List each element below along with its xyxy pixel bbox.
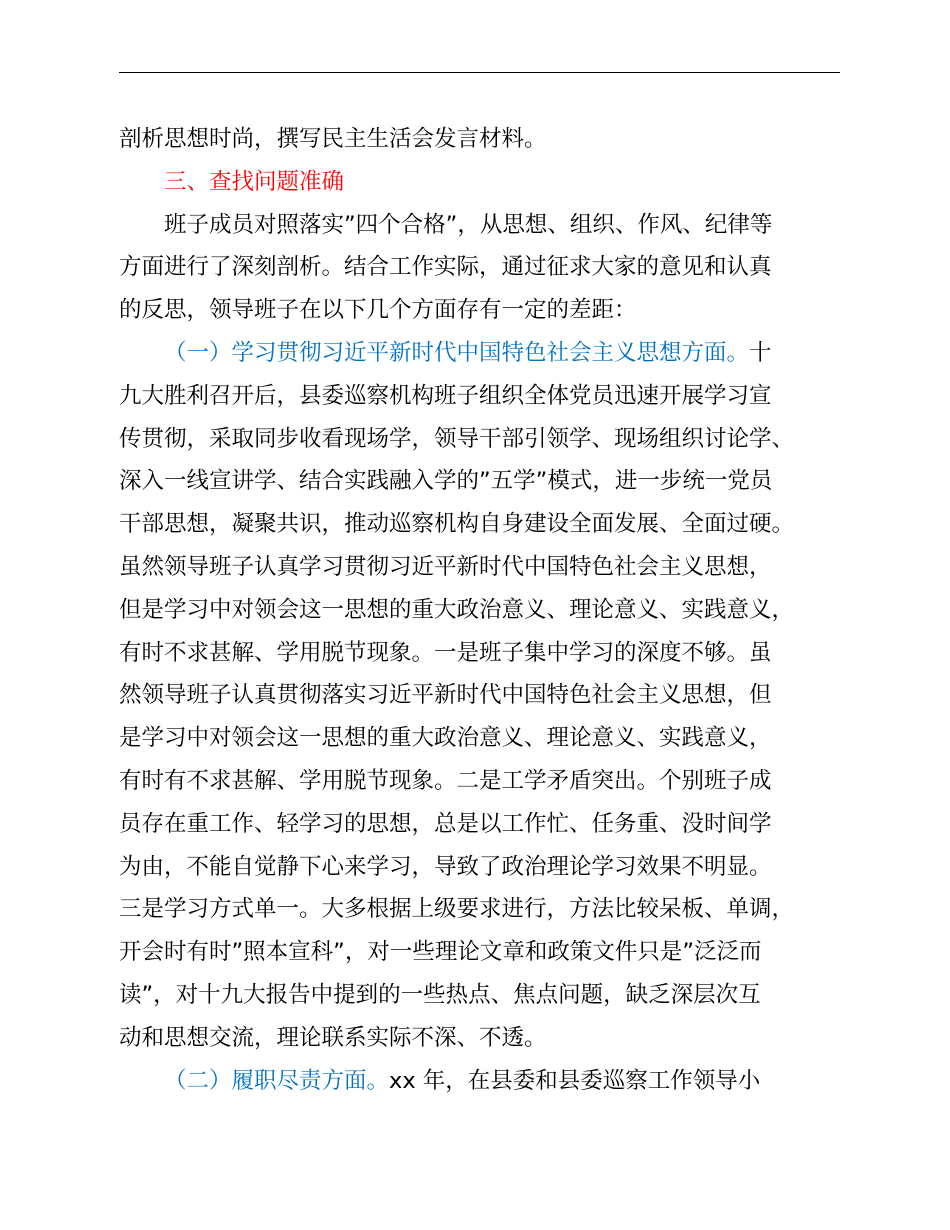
subsection-heading: （一）学习贯彻习近平新时代中国特色社会主义思想方面。: [164, 339, 750, 366]
subsection-line: [119, 332, 840, 375]
body-line: 员存在重工作、轻学习的思想，总是以工作忙、任务重、没时间学: [119, 810, 772, 837]
subsection-line: [119, 1060, 840, 1103]
body-line: 是学习中对领会这一思想的重大政治意义、理论意义、实践意义，: [119, 725, 772, 752]
body-line: 有时有不求甚解、学用脱节现象。二是工学矛盾突出。个别班子成: [119, 767, 772, 794]
body-text: xx 年，在县委和县委巡察工作领导小: [389, 1067, 761, 1094]
header-rule: [119, 72, 840, 73]
body-line: 三是学习方式单一。大多根据上级要求进行，方法比较呆板、单调，: [119, 896, 795, 923]
section-heading: 三、查找问题准确: [164, 168, 345, 195]
body-line: 班子成员对照落实”四个合格”，从思想、组织、作风、纪律等: [164, 211, 773, 238]
body-line: 读”，对十九大报告中提到的一些热点、焦点问题，缺乏深层次互: [119, 981, 761, 1008]
body-line: 但是学习中对领会这一思想的重大政治意义、理论意义、实践意义，: [119, 596, 795, 623]
body-line: 动和思想交流，理论联系实际不深、不透。: [119, 1024, 547, 1051]
body-line: 为由，不能自觉静下心来学习，导致了政治理论学习效果不明显。: [119, 853, 772, 880]
body-line: 开会时有时”照本宣科”，对一些理论文章和政策文件只是”泛泛而: [119, 939, 762, 966]
body-line: 剖析思想时尚，撰写民主生活会发言材料。: [119, 126, 547, 152]
body-line: 有时不求甚解、学用脱节现象。一是班子集中学习的深度不够。虽: [119, 639, 772, 666]
body-line: 干部思想，凝聚共识，推动巡察机构自身建设全面发展、全面过硬。: [119, 511, 795, 538]
body-text: 十: [749, 339, 772, 366]
body-line: 虽然领导班子认真学习贯彻习近平新时代中国特色社会主义思想，: [119, 553, 772, 580]
body-line: 九大胜利召开后，县委巡察机构班子组织全体党员迅速开展学习宣: [119, 382, 772, 409]
body-line: 深入一线宣讲学、结合实践融入学的”五学”模式，进一步统一党员: [119, 468, 773, 495]
body-line: 然领导班子认真贯彻落实习近平新时代中国特色社会主义思想，但: [119, 682, 772, 709]
body-line: 的反思，领导班子在以下几个方面存有一定的差距：: [119, 297, 637, 324]
body-line: 传贯彻，采取同步收看现场学，领导干部引领学、现场组织讨论学、: [119, 425, 795, 452]
body-line: 方面进行了深刻剖析。结合工作实际，通过征求大家的意见和认真: [119, 254, 772, 281]
subsection-heading: （二）履职尽责方面。: [164, 1067, 390, 1094]
document-body: [119, 118, 840, 1102]
